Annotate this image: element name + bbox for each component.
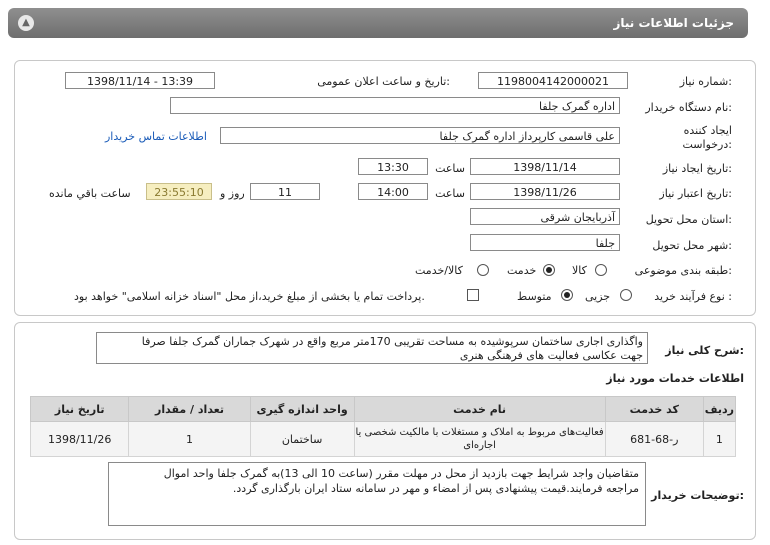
validity-date-label: تاریخ اعتبار نیاز: [659,187,732,200]
services-section-title: اطلاعات خدمات مورد نیاز [606,372,744,385]
category-radio-goods[interactable] [595,264,607,276]
col-unit: واحد اندازه گیری [250,397,354,422]
need-number-field: 1198004142000021 [478,72,628,89]
buyer-contact-link[interactable]: اطلاعات تماس خریدار [105,130,207,143]
created-date-field: 1398/11/14 [470,158,620,175]
remaining-days-label: روز و [220,187,245,200]
buyer-notes-line-2: مراجعه فرمایند.قیمت پیشنهادی پس از امضاء و مهر در سامانه ستاد ایران بارگذاری گردد. [232,482,639,495]
category-option-goods: کالا [572,264,587,277]
category-option-service: خدمت [507,264,537,277]
service-name-line-1: فعالیت‌های مربوط به املاک و مستغلات با مالکیت شخصی یا [355,427,604,438]
remaining-time-countdown: 23:55:10 [146,183,212,200]
page-header [8,8,748,38]
buyer-notes-line-1: متقاضیان واجد شرایط جهت بازدید از محل در مهلت مقرر (ساعت 10 الی 13)به گمرک جلفا واحد اموال [163,467,639,480]
buyer-org-label: نام دستگاه خریدار: [645,101,732,114]
validity-time-field: 14:00 [358,183,428,200]
cell-service-code: ر-68-681 [605,422,703,457]
purchase-process-label: نوع فرآیند خرید : [654,290,732,303]
buyer-notes-label: توضیحات خریدار: [651,489,744,502]
buyer-org-field: اداره گمرک جلفا [170,97,620,114]
process-option-medium: متوسط [517,290,552,303]
col-need-date: تاریخ نیاز [31,397,129,422]
col-row: ردیف [703,397,735,422]
category-option-goods-service: کالا/خدمت [415,264,463,277]
remaining-time-label: ساعت باقي مانده [49,187,131,200]
created-date-label: تاریخ ایجاد نیاز: [662,162,732,175]
cell-quantity: 1 [129,422,250,457]
process-option-minor: جزیی [585,290,611,303]
table-row [31,422,736,457]
validity-date-field: 1398/11/26 [470,183,620,200]
category-radio-goods-service[interactable] [477,264,489,276]
col-service-code: کد خدمت [605,397,703,422]
cell-need-date: 1398/11/26 [31,422,129,457]
creator-field: علی قاسمی کارپرداز اداره گمرک جلفا [220,127,620,144]
need-description-label: شرح کلی نیاز: [665,344,744,357]
process-radio-minor[interactable] [620,289,632,301]
city-field: جلفا [470,234,620,251]
category-radio-service[interactable] [543,264,555,276]
category-label: طبقه بندی موضوعی: [634,264,732,277]
announce-datetime-field: 1398/11/14 - 13:39 [65,72,215,89]
page-title: جزئیات اطلاعات نیاز [613,16,734,30]
buyer-notes-box [108,462,646,526]
created-time-field: 13:30 [358,158,428,175]
services-table [30,396,736,457]
created-time-label: ساعت [435,162,465,175]
treasury-payment-note: پرداخت تمام یا بخشی از مبلغ خرید،از محل "اسناد خزانه اسلامی" خواهد بود. [74,290,425,303]
need-description-line-1: واگذاری اجاری ساختمان سرپوشیده به مساحت تقریبی 170متر مربع واقع در شهرک جماران گمرک جلفا صرفا [141,335,643,348]
province-field: آذربایجان شرقی [470,208,620,225]
city-label: شهر محل تحویل: [652,239,732,252]
service-name-line-2: اجاره‌ای [463,440,496,451]
cell-row: 1 [703,422,735,457]
need-description-box [96,332,648,364]
remaining-days-field: 11 [250,183,320,200]
validity-time-label: ساعت [435,187,465,200]
need-description-line-2: جهت عکاسی فعالیت های فرهنگی هنری [459,349,643,362]
col-quantity: تعداد / مقدار [129,397,250,422]
creator-label-1: ایجاد کننده [683,124,732,137]
cell-unit: ساختمان [250,422,354,457]
col-service-name: نام خدمت [354,397,605,422]
collapse-chevron-icon[interactable]: ▲ [18,15,34,31]
cell-service-name [354,422,605,457]
process-radio-medium[interactable] [561,289,573,301]
province-label: استان محل تحویل: [645,213,732,226]
treasury-payment-checkbox[interactable] [467,289,479,301]
need-number-label: شماره نیاز: [679,75,732,88]
announce-datetime-label: تاریخ و ساعت اعلان عمومی: [317,75,450,88]
creator-label-2: درخواست: [682,138,732,151]
